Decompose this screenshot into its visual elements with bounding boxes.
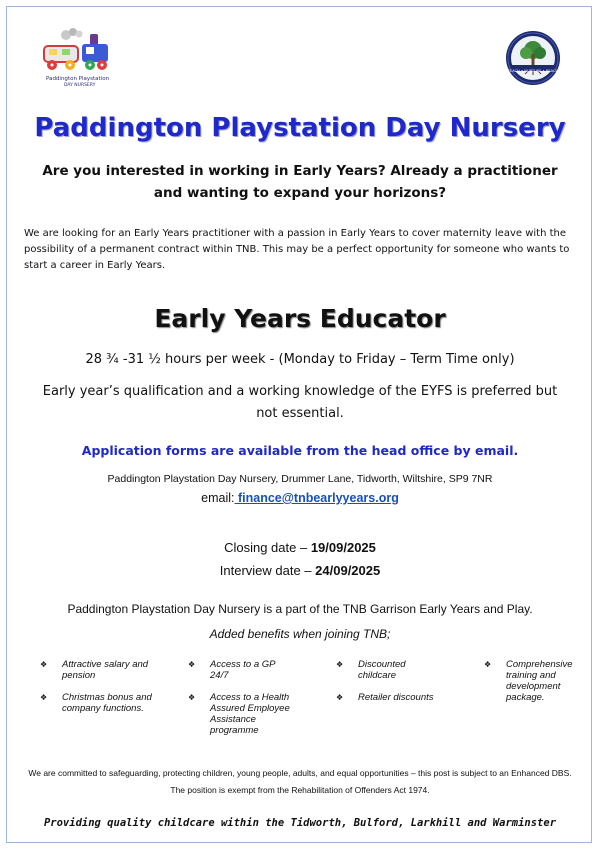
email-line bbox=[0, 491, 600, 505]
benefit-item: Discounted childcare bbox=[358, 659, 406, 681]
exemption-statement: The position is exempt from the Rehabilitation of Offenders Act 1974. bbox=[170, 785, 430, 795]
qualification-line: Early year’s qualification and a working knowledge of the EYFS is preferred but not essential. bbox=[42, 384, 558, 421]
bullet-icon: ❖ bbox=[336, 693, 344, 702]
role-title: Early Years Educator bbox=[154, 304, 446, 333]
tnb-tree-badge-logo bbox=[505, 30, 561, 86]
closing-date-label: Closing date – bbox=[224, 540, 311, 555]
hours-line: 28 ¾ -31 ½ hours per week - (Monday to Friday – Term Time only) bbox=[85, 352, 515, 367]
benefit-item: Attractive salary and pension bbox=[62, 659, 149, 681]
bullet-icon: ❖ bbox=[188, 693, 196, 702]
nursery-address: Paddington Playstation Day Nursery, Drummer Lane, Tidworth, Wiltshire, SP9 7NR bbox=[107, 473, 493, 485]
application-note: Application forms are available from the head office by email. bbox=[81, 443, 519, 458]
closing-date-line bbox=[0, 540, 600, 555]
logo-subcaption: DAY NURSERY bbox=[64, 83, 96, 88]
benefit-item: Comprehensive training and development package. bbox=[506, 659, 573, 703]
footer-tagline: Providing quality childcare within the Tidworth, Bulford, Larkhill and Warminster bbox=[43, 817, 557, 829]
intro-paragraph: We are looking for an Early Years practitioner with a passion in Early Years to cover maternity leave with the possibility of a permanent contract within TNB. This may be a perfect opportunity for someone who wants to start a career in Early Years. bbox=[24, 228, 570, 271]
tree-badge-icon bbox=[505, 30, 561, 86]
logo-caption: Paddington Playstation bbox=[46, 76, 110, 82]
page-title: Paddington Playstation Day Nursery bbox=[34, 113, 566, 143]
badge-motto: TEACH • NURTURE • REACH bbox=[507, 69, 559, 73]
train-icon bbox=[38, 26, 118, 76]
benefit-item: Access to a Health Assured Employee Assistance programme bbox=[210, 692, 290, 736]
interview-date-value: 24/09/2025 bbox=[315, 563, 381, 578]
interview-date-label: Interview date – bbox=[219, 563, 316, 578]
bullet-icon: ❖ bbox=[336, 660, 344, 669]
bullet-icon: ❖ bbox=[484, 660, 492, 669]
closing-date-value: 19/09/2025 bbox=[310, 540, 376, 555]
benefit-item: Access to a GP 24/7 bbox=[210, 659, 276, 681]
subheading: Are you interested in working in Early Years? Already a practitioner and wanting to expand your horizons? bbox=[42, 163, 558, 201]
email-label: email: bbox=[201, 491, 235, 505]
nursery-train-logo bbox=[38, 26, 118, 92]
bullet-icon: ❖ bbox=[188, 660, 196, 669]
part-of-statement: Paddington Playstation Day Nursery is a part of the TNB Garrison Early Years and Play. bbox=[67, 602, 533, 616]
safeguarding-statement: We are committed to safeguarding, protecting children, young people, adults, and equal opportunities – this post is subject to an Enhanced DBS. bbox=[28, 768, 572, 778]
bullet-icon: ❖ bbox=[40, 660, 48, 669]
benefit-item: Retailer discounts bbox=[358, 692, 434, 703]
email-link[interactable]: finance@tnbearlyyears.org bbox=[234, 491, 399, 505]
benefits-title: Added benefits when joining TNB; bbox=[209, 627, 391, 641]
benefit-item: Christmas bonus and company functions. bbox=[62, 692, 152, 714]
bullet-icon: ❖ bbox=[40, 693, 48, 702]
interview-date-line bbox=[0, 563, 600, 578]
